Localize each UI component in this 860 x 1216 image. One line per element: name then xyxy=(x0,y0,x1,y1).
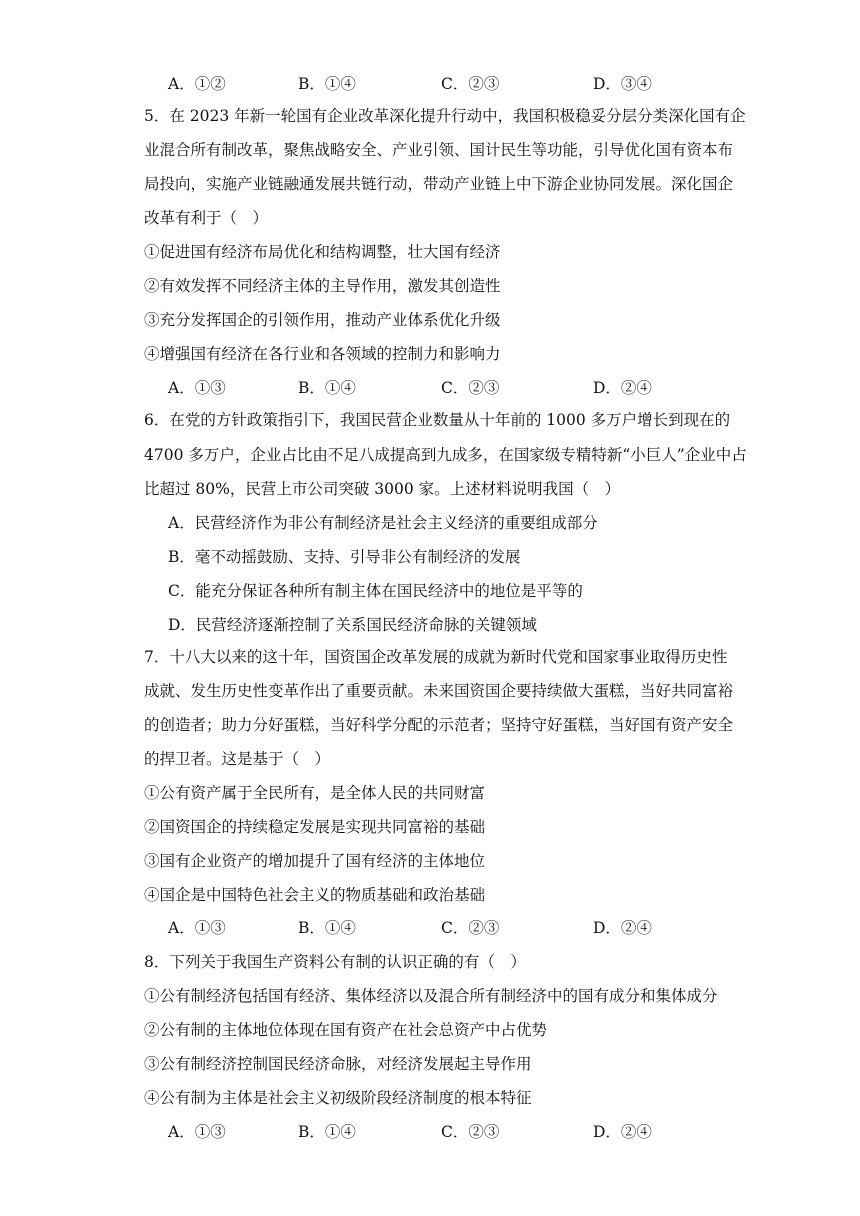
option-b: B．①④ xyxy=(298,1123,356,1141)
q6-choice-b: B．毫不动摇鼓励、支持、引导非公有制经济的发展 xyxy=(168,548,521,566)
q5-statement-1: ①促进国有经济布局优化和结构调整，壮大国有经济 xyxy=(144,243,501,261)
option-d: D．②④ xyxy=(593,919,652,937)
option-a: A．①③ xyxy=(168,379,226,397)
q6-choice-a: A．民营经济作为非公有制经济是社会主义经济的重要组成部分 xyxy=(168,514,598,532)
q6-choice-d: D．民营经济逐渐控制了关系国民经济命脉的关键领域 xyxy=(168,616,537,634)
q7-statement-2: ②国资国企的持续稳定发展是实现共同富裕的基础 xyxy=(144,818,486,836)
q7-stem-line: 的创造者；助力分好蛋糕，当好科学分配的示范者；坚持守好蛋糕，当好国有资产安全 xyxy=(144,716,734,734)
option-b: B．①④ xyxy=(298,75,356,93)
q6-choice-c: C．能充分保证各种所有制主体在国民经济中的地位是平等的 xyxy=(168,582,583,600)
q8-statement-2: ②公有制的主体地位体现在国有资产在社会总资产中占优势 xyxy=(144,1021,548,1039)
option-d: D．③④ xyxy=(593,75,652,93)
q8-statement-3: ③公有制经济控制国民经济命脉，对经济发展起主导作用 xyxy=(144,1055,532,1073)
option-a: A．①③ xyxy=(168,919,226,937)
q5-stem-line: 业混合所有制改革，聚焦战略安全、产业引领、国计民生等功能，引导优化国有资本布 xyxy=(144,141,734,159)
q5-statement-4: ④增强国有经济在各行业和各领域的控制力和影响力 xyxy=(144,345,501,363)
option-b: B．①④ xyxy=(298,379,356,397)
q8-stem-line: 8．下列关于我国生产资料公有制的认识正确的有（ ） xyxy=(144,953,526,971)
q7-statement-3: ③国有企业资产的增加提升了国有经济的主体地位 xyxy=(144,852,486,870)
q6-stem-line: 比超过 80%，民营上市公司突破 3000 家。上述材料说明我国（ ） xyxy=(144,480,621,498)
q7-statement-1: ①公有资产属于全民所有，是全体人民的共同财富 xyxy=(144,784,486,802)
q5-stem-line: 5．在 2023 年新一轮国有企业改革深化提升行动中，我国积极稳妥分层分类深化国有企 xyxy=(144,107,746,125)
q5-stem-line: 局投向，实施产业链融通发展共链行动，带动产业链上中下游企业协同发展。深化国企 xyxy=(144,175,734,193)
option-c: C．②③ xyxy=(441,919,500,937)
option-b: B．①④ xyxy=(298,919,356,937)
q7-stem-line: 的捍卫者。这是基于（ ） xyxy=(144,750,331,768)
q7-stem-line: 成就、发生历史性变革作出了重要贡献。未来国资国企要持续做大蛋糕，当好共同富裕 xyxy=(144,682,734,700)
q8-statement-4: ④公有制为主体是社会主义初级阶段经济制度的根本特征 xyxy=(144,1089,532,1107)
q6-stem-line: 4700 多万户，企业占比由不足八成提高到九成多，在国家级专精特新“小巨人”企业中占 xyxy=(144,446,747,464)
q5-stem-line: 改革有利于（ ） xyxy=(144,209,269,227)
q7-statement-4: ④国企是中国特色社会主义的物质基础和政治基础 xyxy=(144,886,486,904)
option-a: A．①③ xyxy=(168,1123,226,1141)
option-d: D．②④ xyxy=(593,379,652,397)
option-d: D．②④ xyxy=(593,1123,652,1141)
q6-stem-line: 6．在党的方针政策指引下，我国民营企业数量从十年前的 1000 多万户增长到现在的 xyxy=(144,411,731,429)
q5-statement-2: ②有效发挥不同经济主体的主导作用，激发其创造性 xyxy=(144,277,501,295)
q7-stem-line: 7．十八大以来的这十年，国资国企改革发展的成就为新时代党和国家事业取得历史性 xyxy=(144,648,728,666)
q8-statement-1: ①公有制经济包括国有经济、集体经济以及混合所有制经济中的国有成分和集体成分 xyxy=(144,987,718,1005)
option-c: C．②③ xyxy=(441,1123,500,1141)
option-a: A．①② xyxy=(168,75,226,93)
option-c: C．②③ xyxy=(441,75,500,93)
q5-statement-3: ③充分发挥国企的引领作用，推动产业体系优化升级 xyxy=(144,311,501,329)
option-c: C．②③ xyxy=(441,379,500,397)
